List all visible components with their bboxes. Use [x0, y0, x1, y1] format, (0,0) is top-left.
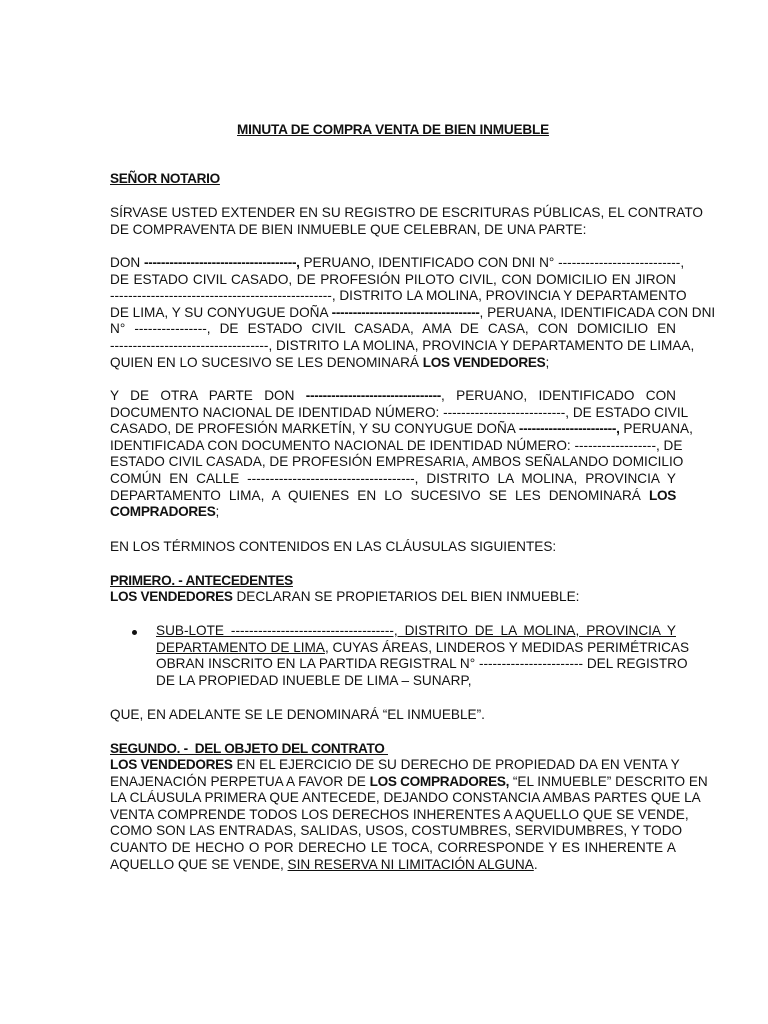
- buyers-line: ESTADO CIVIL CASADA, DE PROFESIÓN EMPRESARIA, AMBOS SEÑALANDO DOMICILIO: [110, 454, 684, 470]
- intro-line: DE COMPRAVENTA DE BIEN INMUEBLE QUE CELEBRAN, DE UNA PARTE:: [110, 221, 587, 237]
- sellers-line: -------------------------------------------------, DISTRITO LA MOLINA, PROVINCIA Y DEPARTAMENTO: [110, 288, 687, 304]
- buyers-line: Y DE OTRA PARTE DON --------------------------------, PERUANO, IDENTIFICADO CON: [110, 388, 676, 403]
- clause2-line: COMO SON LAS ENTRADAS, SALIDAS, USOS, COSTUMBRES, SERVIDUMBRES, Y TODO: [110, 823, 683, 839]
- buyers-line: CASADO, DE PROFESIÓN MARKETÍN, Y SU CONYUGUE DOÑA -----------------------, PERUANA,: [110, 421, 693, 437]
- clause2-line: LOS VENDEDORES EN EL EJERCICIO DE SU DERECHO DE PROPIEDAD DA EN VENTA Y: [110, 757, 680, 772]
- clause2-line: ENAJENACIÓN PERPETUA A FAVOR DE LOS COMPRADORES, “EL INMUEBLE” DESCRITO EN: [110, 773, 708, 789]
- buyers-line: IDENTIFICADA CON DOCUMENTO NACIONAL DE IDENTIDAD NÚMERO: ------------------, DE: [110, 437, 683, 453]
- sellers-paragraph: [110, 255, 716, 371]
- bullet-line: DE LA PROPIEDAD INUEBLE DE LIMA – SUNARP,: [156, 672, 472, 688]
- clause1-closing: [110, 707, 676, 724]
- bullet-line: OBRAN INSCRITO EN LA PARTIDA REGISTRAL N° ----------------------- DEL REGISTRO: [156, 656, 688, 672]
- intro-paragraph: [110, 205, 703, 238]
- clause2-heading: SEGUNDO. - DEL OBJETO DEL CONTRATO: [110, 741, 388, 756]
- buyers-line: DEPARTAMENTO LIMA, A QUIENES EN LO SUCESIVO SE LES DENOMINARÁ LOS: [110, 487, 676, 503]
- sellers-line: DE LIMA, Y SU CONYUGUE DOÑA -----------------------------------, PERUANA, IDENTIFICADA CON DNI: [110, 304, 716, 320]
- bullet-line: SUB-LOTE ------------------------------------, DISTRITO DE LA MOLINA, PROVINCIA Y: [156, 623, 676, 638]
- buyers-line: COMPRADORES;: [110, 504, 220, 520]
- buyers-line: COMÚN EN CALLE -------------------------------------, DISTRITO LA MOLINA, PROVINCIA Y: [110, 470, 676, 486]
- buyers-paragraph: [110, 388, 693, 521]
- clause1-line: LOS VENDEDORES DECLARAN SE PROPIETARIOS DEL BIEN INMUEBLE:: [110, 589, 580, 604]
- clause2-line: AQUELLO QUE SE VENDE, SIN RESERVA NI LIMITACIÓN ALGUNA.: [110, 856, 538, 872]
- terms-line: EN LOS TÉRMINOS CONTENIDOS EN LAS CLÁUSULAS SIGUIENTES:: [110, 539, 557, 554]
- sellers-line: DON ------------------------------------, PERUANO, IDENTIFICADO CON DNI N° ---------------------------,: [110, 255, 685, 270]
- clause1-intro: [110, 589, 676, 606]
- sellers-line: N° ----------------, DE ESTADO CIVIL CASADA, AMA DE CASA, CON DOMICILIO EN: [110, 321, 676, 337]
- clause1-closing-line: QUE, EN ADELANTE SE LE DENOMINARÁ “EL INMUEBLE”.: [110, 707, 485, 722]
- clause2-paragraph: [110, 757, 708, 873]
- sellers-line: -----------------------------------, DISTRITO LA MOLINA, PROVINCIA Y DEPARTAMENTO DE LIMAA,: [110, 337, 695, 353]
- terms-paragraph: [110, 539, 676, 556]
- term-compradores: COMPRADORES: [110, 504, 216, 520]
- salutation: SEÑOR NOTARIO: [110, 171, 220, 186]
- document-title: MINUTA DE COMPRA VENTA DE BIEN INMUEBLE: [237, 122, 549, 137]
- term-vendedores: LOS VENDEDORES: [422, 354, 546, 370]
- bullet-icon: [132, 630, 137, 635]
- bullet-line: DEPARTAMENTO DE LIMA, CUYAS ÁREAS, LINDEROS Y MEDIDAS PERIMÉTRICAS: [156, 639, 690, 655]
- clause2-line: VENTA COMPRENDE TODOS LOS DERECHOS INHERENTES A AQUELLO QUE SE VENDE,: [110, 806, 689, 822]
- clause1-heading: PRIMERO. - ANTECEDENTES: [110, 573, 293, 588]
- intro-line: SÍRVASE USTED EXTENDER EN SU REGISTRO DE ESCRITURAS PÚBLICAS, EL CONTRATO: [110, 205, 703, 220]
- clause2-line: LA CLÁUSULA PRIMERA QUE ANTECEDE, DEJANDO CONSTANCIA AMBAS PARTES QUE LA: [110, 790, 701, 806]
- sellers-line: QUIEN EN LO SUCESIVO SE LES DENOMINARÁ LOS VENDEDORES;: [110, 354, 550, 370]
- sellers-line: DE ESTADO CIVIL CASADO, DE PROFESIÓN PILOTO CIVIL, CON DOMICILIO EN JIRON: [110, 271, 676, 287]
- clause2-line: CUANTO DE HECHO O POR DERECHO LE TOCA, CORRESPONDE Y ES INHERENTE A: [110, 839, 676, 855]
- buyers-line: DOCUMENTO NACIONAL DE IDENTIDAD NÚMERO: ---------------------------, DE ESTADO CIVIL: [110, 404, 689, 420]
- list-item: [156, 623, 690, 689]
